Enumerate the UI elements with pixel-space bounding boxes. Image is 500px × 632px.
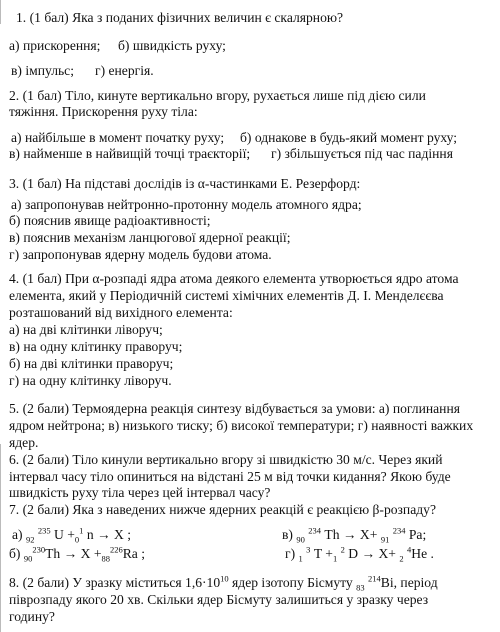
q1-option-b: б) швидкість руху; [118,38,226,53]
q1-stem: 1. (1 бал) Яка з поданих фізичних величин є скалярною? [16,10,344,25]
q5-line1: 5. (2 бали) Термоядерна реакція синтезу відбувається за умови: а) поглинання [9,401,460,416]
q3-option-c: в) пояснив механізм ланцюгової ядерної реакції; [9,230,291,245]
q7-option-d: г) $_1$ $^3$ $T +_1$ $^2$ D → X+ $_2$ $^4$He . [285,544,434,564]
q7-stem: 7. (2 бали) Яка з наведених нижче ядерних реакцій є реакцією β-розпаду? [9,502,436,517]
left-border-lower [0,444,1,632]
q3-stem: 3. (1 бал) На підставі дослідів із α-частинками Е. Резерфорд: [9,176,361,191]
q1-option-a: а) прискорення; [9,38,101,53]
q4-stem-line3: розташований від вихідного елемента: [9,305,233,320]
q1-option-d: г) енергія. [95,63,154,78]
q2-option-c: в) найменше в найвищій точці траєкторії; [9,146,251,161]
q4-stem-line2: елемента, який у Періодичній системі хімічних елементів Д. І. Менделєєва [9,288,444,303]
q2-option-d: г) збільшується під час падіння [271,146,453,161]
q8-line1: 8. (2 бали) У зразку міститься $1,6\cdot 10^{10}$ ядер ізотопу Бісмуту $_{83}$ $^{214}$Bi, період [9,573,438,593]
q2-option-b: б) однакове в будь-який момент руху; [240,130,458,145]
q2-stem-line1: 2. (1 бал) Тіло, кинуте вертикально вгору, рухається лише під дією сили [9,88,426,103]
q2-stem-line2: тяжіння. Прискорення руху тіла: [9,104,198,119]
q4-option-c: б) на дві клітинки праворуч; [9,356,174,371]
q2-option-a: а) найбільше в момент початку руху; [11,130,225,145]
q3-option-b: б) пояснив явище радіоактивності; [9,213,211,228]
q4-option-b: в) на одну клітинку праворуч; [9,339,183,354]
q4-stem-line1: 4. (1 бал) При α-розпаді ядра атома деякого елемента утворюється ядро атома [9,271,459,286]
q1-option-c: в) імпульс; [11,63,74,78]
left-border [0,0,1,24]
q5-line2: ядром нейтрона; в) низького тиску; б) високої температури; г) наявності важких [9,418,474,433]
q4-option-d: г) на одну клітинку ліворуч. [9,373,172,388]
q7-option-a: а) $_{92}$ $^{235}$ $U +_0^1$ n → X ; [12,525,132,545]
q3-option-a: а) запропонував нейтронно-протонну модель атомного ядра; [11,197,362,212]
q8-line3: годину? [9,609,55,624]
q4-option-a: а) на дві клітинки ліворуч; [9,322,163,337]
q5-line3: ядер. [9,435,39,450]
q6-line2: інтервал часу тіло опиниться на відстані 25 м від точки кидання? Якою буде [9,469,451,484]
q6-line3: швидкість руху тіла через цей інтервал часу? [9,485,271,500]
q7-option-b: в) $_{90}$ $^{234}$ Th → X+ $_{91}$ $^{234}$ Pa; [282,525,427,545]
q3-option-d: г) запропонував ядерну модель будови атома. [9,247,272,262]
q7-option-c: б) $_{90}^{230}Th \to X +_{88}^{226}Ra$ ; [9,544,146,564]
q8-line2: піврозпаду якого 20 хв. Скільки ядер Бісмуту залишиться у зразку через [9,592,429,607]
q6-line1: 6. (2 бали) Тіло кинули вертикально вгору зі швидкістю 30 м/с. Через який [9,452,443,467]
